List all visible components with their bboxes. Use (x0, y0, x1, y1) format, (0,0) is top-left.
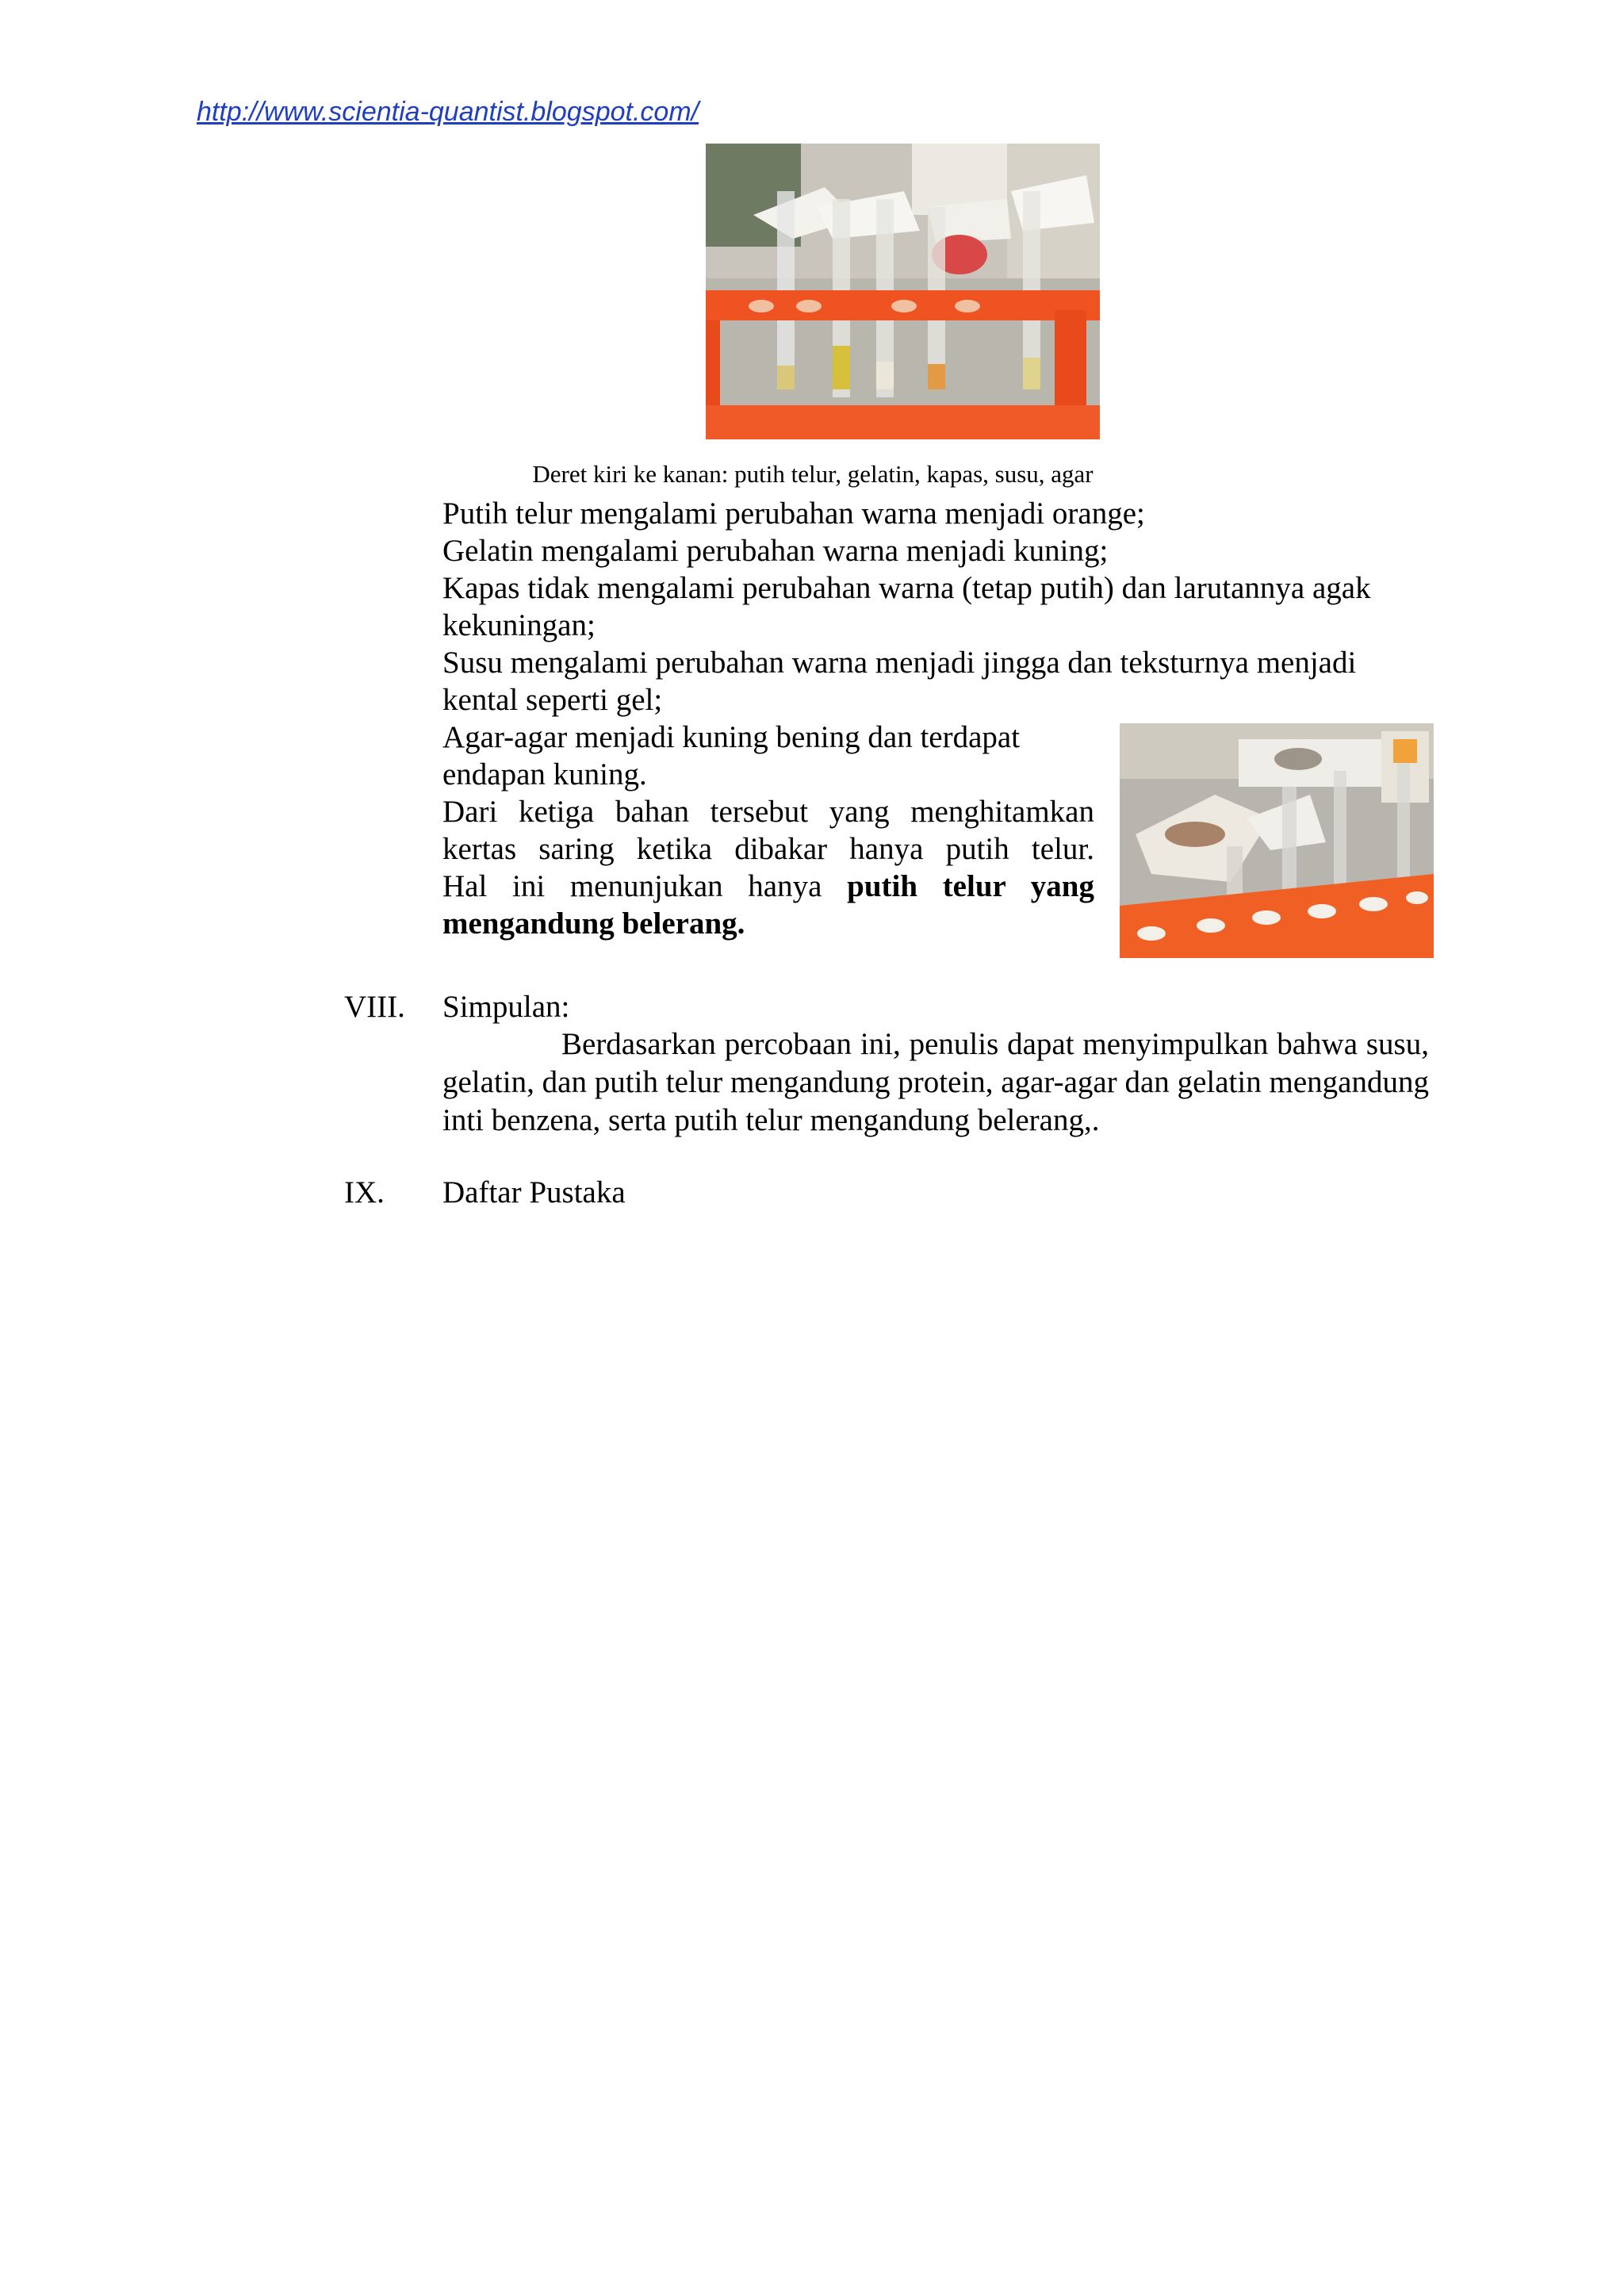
section-title-simpulan: Simpulan: (442, 990, 570, 1024)
sulfur-text-line3 (442, 868, 1094, 906)
result-agar-line2: endapan kuning. (442, 757, 647, 792)
section-numeral-viii: VIII. (344, 990, 405, 1024)
result-milk-line1: Susu mengalami perubahan warna menjadi jingga dan teksturnya menjadi (442, 646, 1357, 680)
test-tube-rack-photo (706, 144, 1100, 439)
sulfur-text-line1: Dari ketiga bahan tersebut yang menghitamkan (442, 795, 1094, 829)
conclusion-paragraph (442, 1025, 1429, 1140)
sulfur-text-plain: Hal ini menunjukan hanya (442, 869, 822, 903)
result-cotton-line1: Kapas tidak mengalami perubahan warna (tetap putih) dan larutannya agak (442, 571, 1371, 605)
result-egg-white: Putih telur mengalami perubahan warna menjadi orange; (442, 496, 1145, 531)
sulfur-text-bold: putih telur yang (847, 869, 1094, 903)
burned-filter-paper-photo (1120, 723, 1434, 958)
section-title-daftar-pustaka: Daftar Pustaka (442, 1175, 626, 1209)
sulfur-conclusion-bold: mengandung belerang. (442, 907, 745, 941)
result-milk-line2: kental seperti gel; (442, 683, 663, 717)
sulfur-text-line2: kertas saring ketika dibakar hanya putih telur. (442, 832, 1094, 866)
figure-caption: Deret kiri ke kanan: putih telur, gelatin, kapas, susu, agar (532, 460, 1094, 488)
result-cotton-line2: kekuningan; (442, 608, 596, 642)
conclusion-body: Berdasarkan percobaan ini, penulis dapat menyimpulkan bahwa susu, gelatin, dan putih telur mengandung protein, agar-agar dan gelatin mengandung inti benzena, serta putih telur mengandung belerang,. (442, 1027, 1429, 1137)
result-gelatin: Gelatin mengalami perubahan warna menjadi kuning; (442, 534, 1109, 568)
result-agar-line1: Agar-agar menjadi kuning bening dan terdapat (442, 720, 1021, 754)
header-url-link[interactable]: http://www.scientia-quantist.blogspot.com/ (197, 97, 699, 127)
section-numeral-ix: IX. (344, 1175, 385, 1209)
